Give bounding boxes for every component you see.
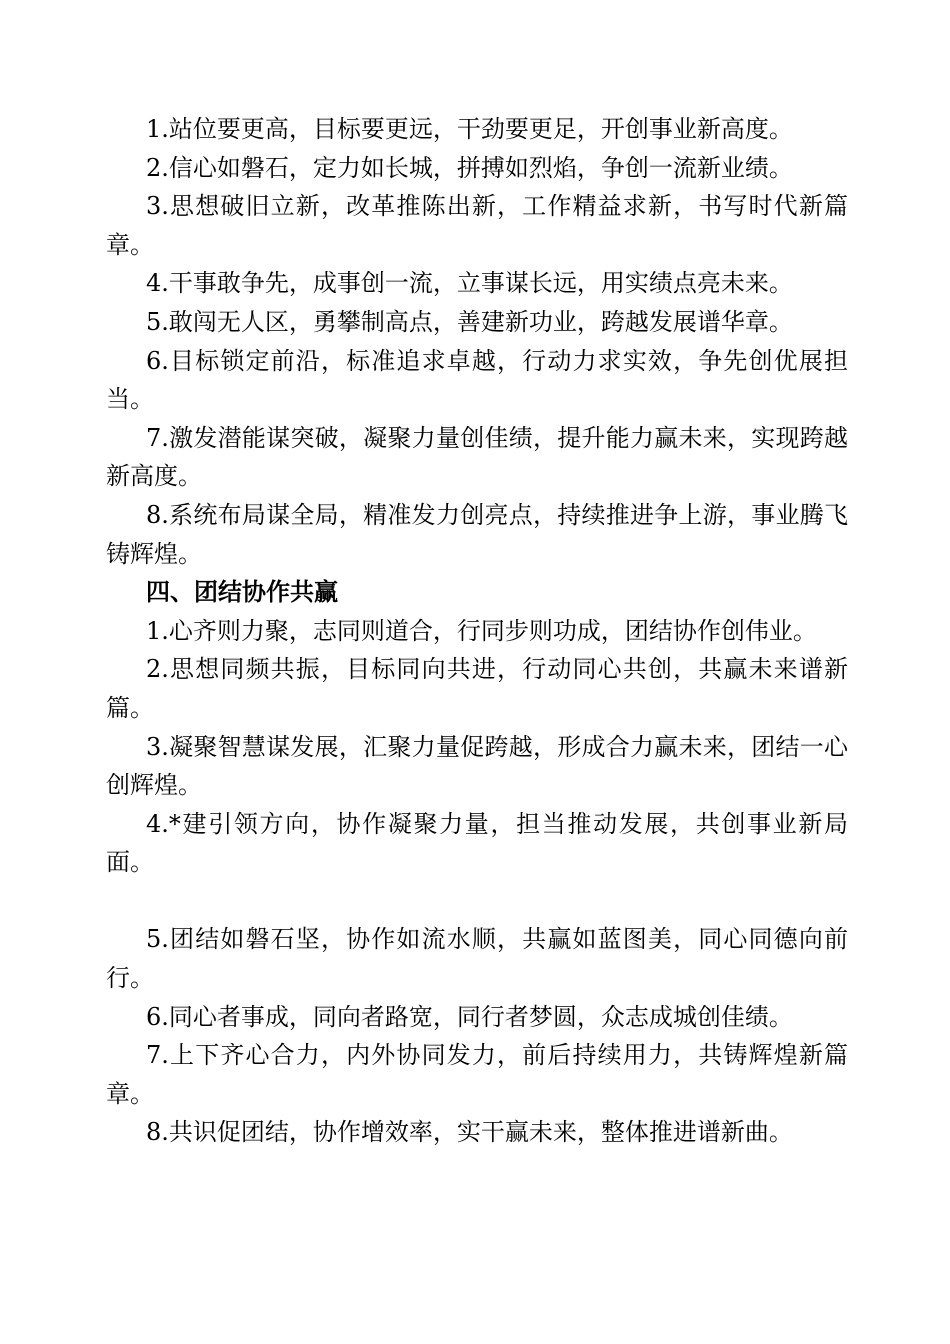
list-item: 6.同心者事成，同向者路宽，同行者梦圆，众志成城创佳绩。 bbox=[146, 1002, 793, 1031]
document-body bbox=[106, 110, 848, 1152]
list-item: 3.凝聚智慧谋发展，汇聚力量促跨越，形成合力赢未来，团结一心创辉煌。 bbox=[106, 732, 848, 800]
list-item: 1.心齐则力聚，志同则道合，行同步则功成，团结协作创伟业。 bbox=[146, 616, 817, 645]
list-item: 2.思想同频共振，目标同向共进，行动同心共创，共赢未来谱新篇。 bbox=[106, 655, 848, 722]
list-item: 8.系统布局谋全局，精准发力创亮点，持续推进争上游，事业腾飞铸辉煌。 bbox=[106, 500, 848, 568]
section-heading: 四、团结协作共赢 bbox=[146, 578, 338, 607]
list-item: 5.敢闯无人区，勇攀制高点，善建新功业，跨越发展谱华章。 bbox=[146, 307, 793, 336]
list-item: 3.思想破旧立新，改革推陈出新，工作精益求新，书写时代新篇章。 bbox=[106, 192, 848, 259]
list-item: 8.共识促团结，协作增效率，实干赢未来，整体推进谱新曲。 bbox=[146, 1118, 793, 1147]
blank-line bbox=[106, 882, 848, 921]
list-item: 4.干事敢争先，成事创一流，立事谋长远，用实绩点亮未来。 bbox=[146, 269, 793, 298]
list-item: 6.目标锁定前沿，标准追求卓越，行动力求实效，争先创优展担当。 bbox=[106, 346, 848, 414]
list-item: 1.站位要更高，目标要更远，干劲要更足，开创事业新高度。 bbox=[146, 115, 793, 143]
list-item: 4.*建引领方向，协作凝聚力量，担当推动发展，共创事业新局面。 bbox=[106, 809, 848, 877]
list-item: 7.激发潜能谋突破，凝聚力量创佳绩，提升能力赢未来，实现跨越新高度。 bbox=[106, 423, 848, 491]
list-item: 2.信心如磐石，定力如长城，拼搏如烈焰，争创一流新业绩。 bbox=[146, 153, 793, 182]
list-item: 5.团结如磐石坚，协作如流水顺，共赢如蓝图美，同心同德向前行。 bbox=[106, 925, 848, 993]
list-item: 7.上下齐心合力，内外协同发力，前后持续用力，共铸辉煌新篇章。 bbox=[106, 1041, 848, 1108]
